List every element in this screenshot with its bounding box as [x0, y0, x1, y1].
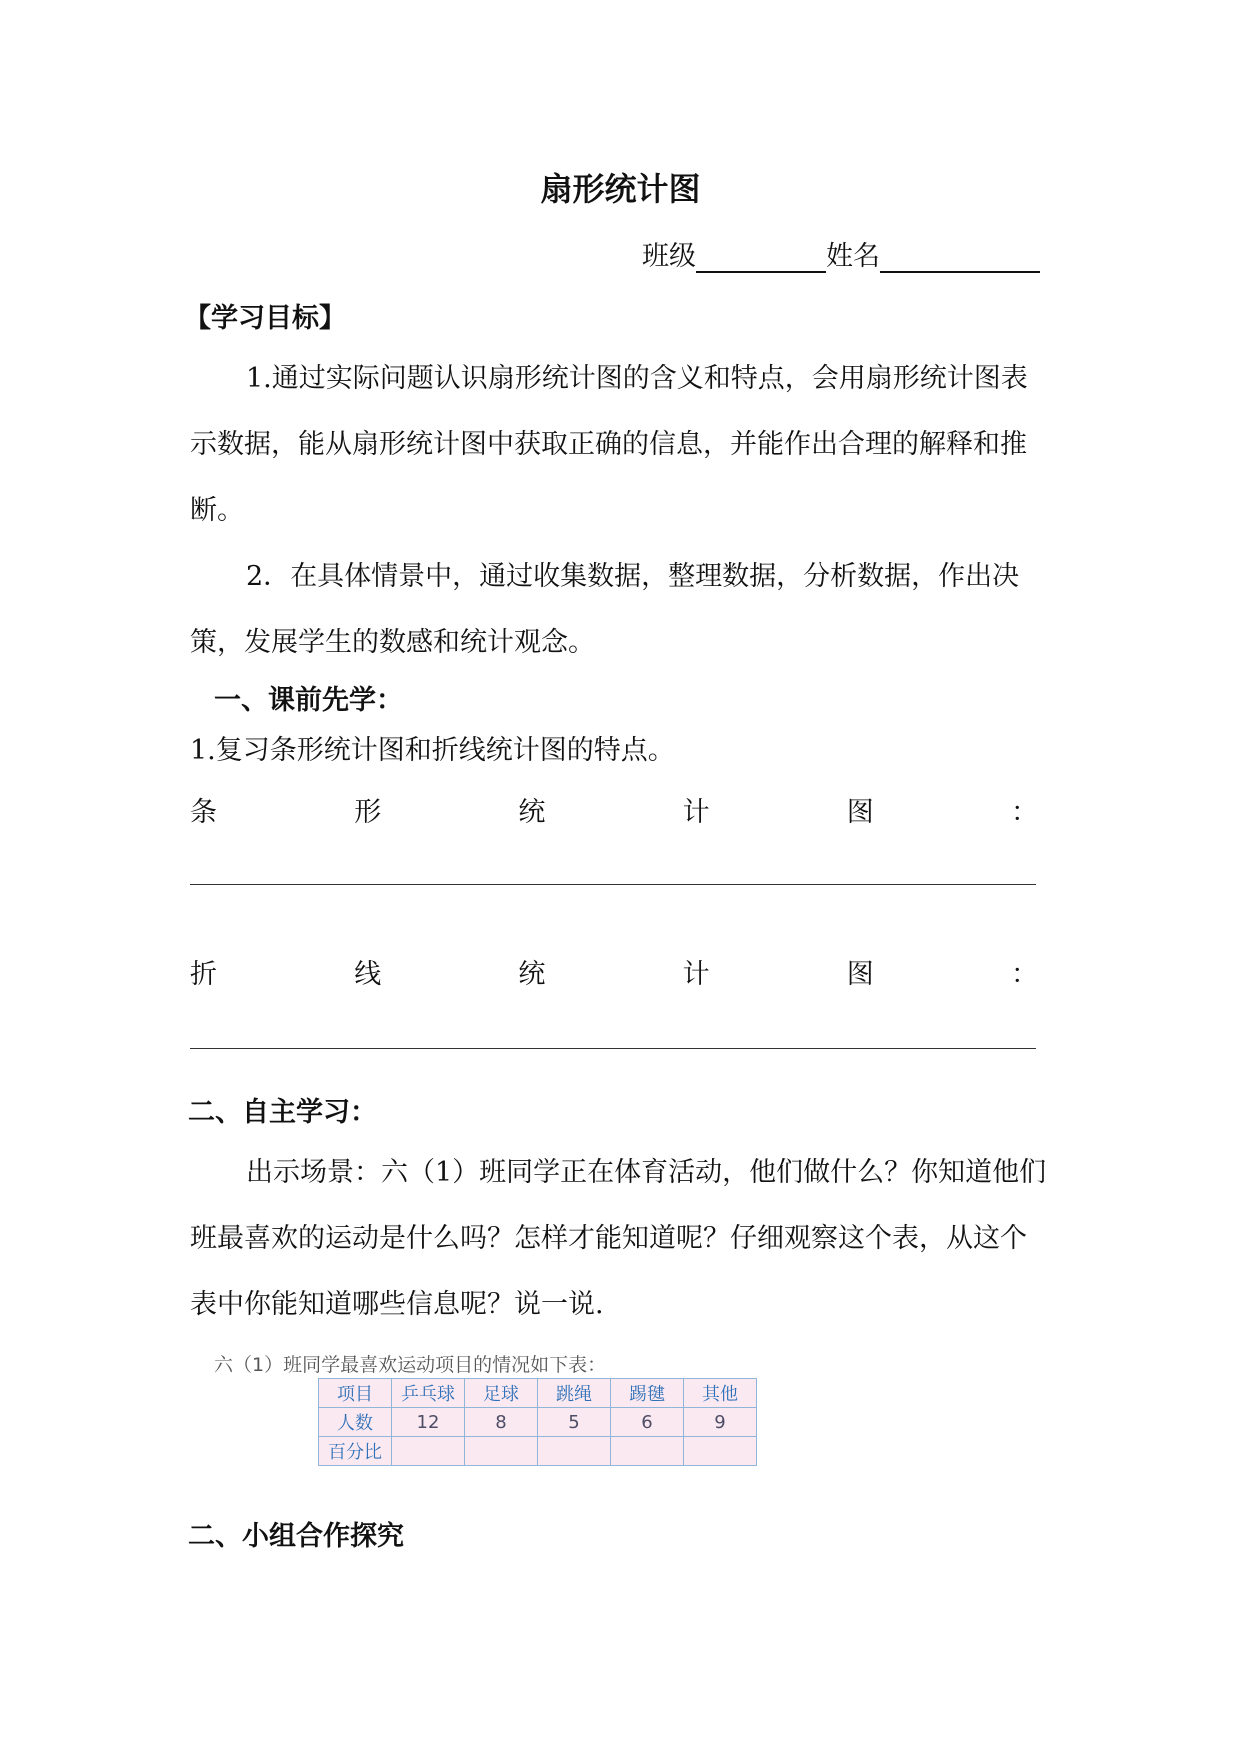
- line-chart-label: [190, 952, 1038, 991]
- selfstudy-text: 出示场景：六（1）班同学正在体育活动，他们做什么？你知道他们班最喜欢的运动是什么吗？怎样才能知道呢？仔细观察这个表，从这个表中你能知道哪些信息呢？说一说.: [190, 1157, 1047, 1320]
- bar-char: 统: [518, 797, 546, 828]
- table-cell[interactable]: [392, 1437, 465, 1466]
- table-row: [319, 1408, 757, 1437]
- line-char: 线: [354, 959, 382, 990]
- table-cell: 其他: [684, 1379, 757, 1408]
- group-heading: 二、小组合作探究: [188, 1521, 404, 1552]
- line-char: 折: [190, 959, 217, 990]
- class-name-line: [642, 234, 1040, 273]
- table-cell: 人数: [319, 1408, 392, 1437]
- table-cell: 12: [392, 1408, 465, 1437]
- table-cell: 跳绳: [538, 1379, 611, 1408]
- answer-line-bar[interactable]: [190, 884, 1036, 885]
- sports-table: [318, 1378, 757, 1466]
- prelearn-item-1: 1.复习条形统计图和折线统计图的特点。: [190, 735, 675, 766]
- prelearn-heading: 一、课前先学：: [214, 685, 403, 716]
- class-blank[interactable]: [696, 245, 826, 273]
- page-title: 扇形统计图: [540, 170, 701, 208]
- class-label: 班级: [642, 241, 696, 272]
- table-cell[interactable]: [465, 1437, 538, 1466]
- bar-char: 计: [682, 797, 710, 828]
- line-char: ：: [1010, 959, 1038, 990]
- table-cell: 8: [465, 1408, 538, 1437]
- table-cell: 项目: [319, 1379, 392, 1408]
- line-char: 统: [518, 959, 546, 990]
- table-cell: 乒乓球: [392, 1379, 465, 1408]
- table-row: [319, 1379, 757, 1408]
- answer-line-line[interactable]: [190, 1048, 1036, 1049]
- table-cell[interactable]: [611, 1437, 684, 1466]
- name-label: 姓名: [826, 241, 880, 272]
- bar-chart-label: [190, 790, 1038, 829]
- bar-char: 形: [354, 797, 382, 828]
- table-caption: 六（1）班同学最喜欢运动项目的情况如下表：: [214, 1354, 607, 1376]
- goal-item-2: 2．在具体情景中，通过收集数据，整理数据，分析数据，作出决策，发展学生的数感和统计观念。: [190, 561, 1020, 658]
- table-cell: 踢毽: [611, 1379, 684, 1408]
- name-blank[interactable]: [880, 245, 1040, 273]
- goal-item-1: 1.通过实际问题认识扇形统计图的含义和特点，会用扇形统计图表示数据，能从扇形统计图中获取正确的信息，并能作出合理的解释和推断。: [190, 363, 1028, 526]
- table-cell: 9: [684, 1408, 757, 1437]
- table-cell: 足球: [465, 1379, 538, 1408]
- goals-heading: 【学习目标】: [184, 303, 346, 334]
- selfstudy-heading: 二、自主学习：: [188, 1097, 377, 1128]
- table-cell: 百分比: [319, 1437, 392, 1466]
- line-char: 计: [682, 959, 710, 990]
- bar-char: 条: [190, 797, 217, 828]
- bar-char: 图: [846, 797, 874, 828]
- bar-char: ：: [1010, 797, 1038, 828]
- line-char: 图: [846, 959, 874, 990]
- table-cell[interactable]: [538, 1437, 611, 1466]
- table-row: [319, 1437, 757, 1466]
- table-cell: 5: [538, 1408, 611, 1437]
- table-cell[interactable]: [684, 1437, 757, 1466]
- table-cell: 6: [611, 1408, 684, 1437]
